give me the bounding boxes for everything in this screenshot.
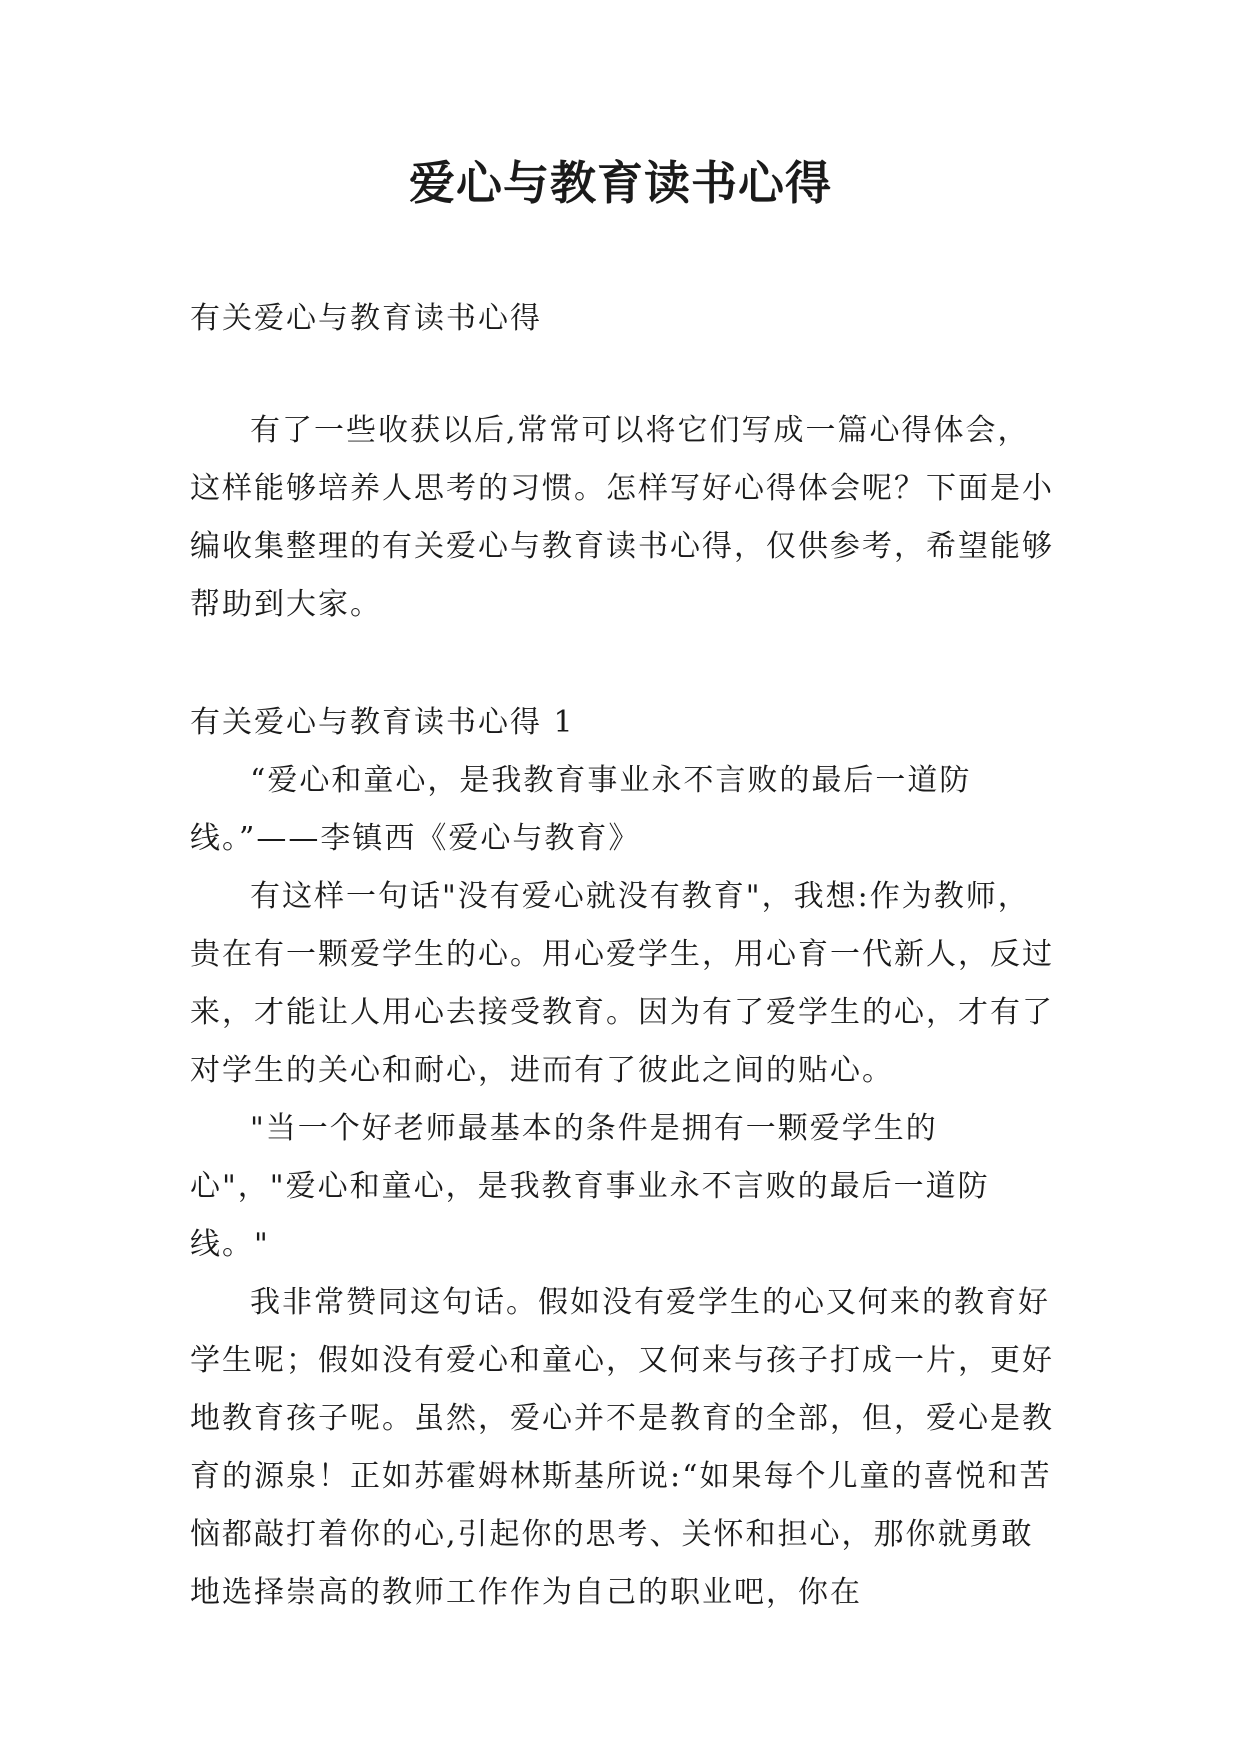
document-subtitle: 有关爱心与教育读书心得 xyxy=(190,301,542,336)
quote-paragraph: “爱心和童心，是我教育事业永不言败的最后一道防线。”——李镇西《爱心与教育》 xyxy=(190,763,972,856)
body-paragraph: 我非常赞同这句话。假如没有爱学生的心又何来的教育好学生呢；假如没有爱心和童心，又何来与孩子打成一片，更好地教育孩子呢。虽然，爱心并不是教育的全部，但，爱心是教育的源泉！正如苏霍姆林斯基所说:“如果每个儿童的喜悦和苦恼都敲打着你的心,引起你的思考、关怀和担心，那你就勇敢地选择崇高的教师工作作为自己的职业吧，你在 xyxy=(190,1285,1054,1610)
body-paragraph: 有这样一句话"没有爱心就没有教育"，我想:作为教师，贵在有一颗爱学生的心。用心爱学生，用心育一代新人，反过来，才能让人用心去接受教育。因为有了爱学生的心，才有了对学生的关心和耐心，进而有了彼此之间的贴心。 xyxy=(190,879,1054,1088)
article-section xyxy=(190,694,1060,1622)
body-paragraph: "当一个好老师最基本的条件是拥有一颗爱学生的心"，"爱心和童心，是我教育事业永不言败的最后一道防线。" xyxy=(190,1111,990,1262)
intro-text: 有了一些收获以后,常常可以将它们写成一篇心得体会，这样能够培养人思考的习惯。怎样写好心得体会呢？下面是小编收集整理的有关爱心与教育读书心得，仅供参考，希望能够帮助到大家。 xyxy=(190,413,1054,622)
intro-paragraph xyxy=(190,402,1060,634)
section-heading: 有关爱心与教育读书心得 1 xyxy=(190,705,575,740)
document-title: 爱心与教育读书心得 xyxy=(409,156,832,210)
